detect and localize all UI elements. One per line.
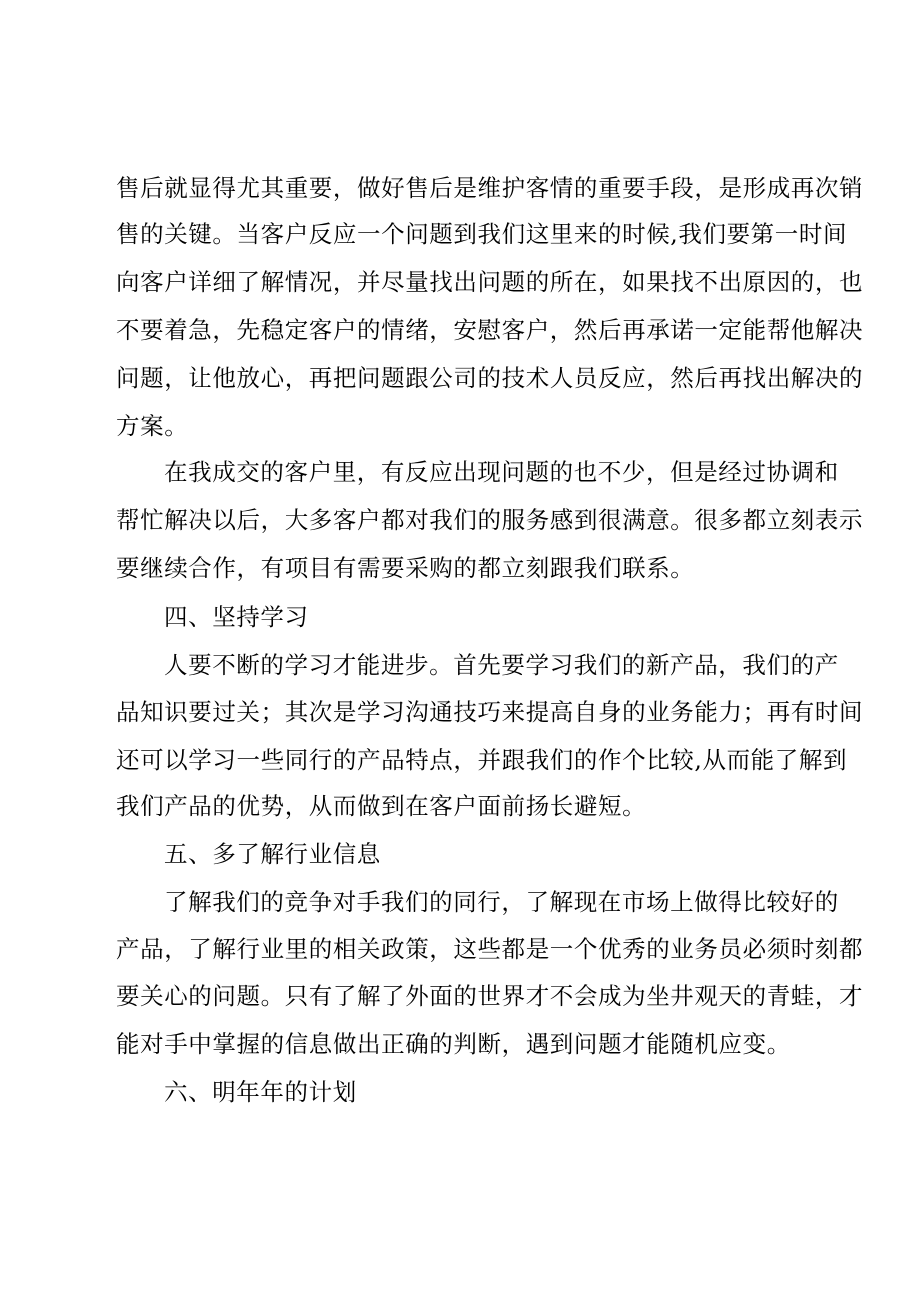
section-heading: 四、坚持学习 (164, 603, 309, 631)
section-heading: 六、明年年的计划 (164, 1078, 357, 1106)
text-line: 在我成交的客户里，有反应出现问题的也不少，但是经过协调和 (164, 458, 839, 486)
section-heading: 五、多了解行业信息 (164, 840, 381, 868)
text-line: 品知识要过关；其次是学习沟通技巧来提高自身的业务能力；再有时间 (116, 698, 864, 726)
text-line: 向客户详细了解情况，并尽量找出问题的所在，如果找不出原因的，也 (116, 268, 864, 296)
text-line: 还可以学习一些同行的产品特点，并跟我们的作个比较,从而能了解到 (116, 746, 848, 774)
text-line: 我们产品的优势，从而做到在客户面前扬长避短。 (116, 792, 647, 820)
text-line: 了解我们的竞争对手我们的同行，了解现在市场上做得比较好的 (164, 888, 839, 916)
text-line: 方案。 (116, 412, 189, 440)
text-line: 帮忙解决以后，大多客户都对我们的服务感到很满意。很多都立刻表示 (116, 506, 864, 534)
text-line: 能对手中掌握的信息做出正确的判断，遇到问题才能随机应变。 (116, 1030, 791, 1058)
text-line: 要关心的问题。只有了解了外面的世界才不会成为坐井观天的青蛙，才 (116, 982, 864, 1010)
text-line: 要继续合作，有项目有需要采购的都立刻跟我们联系。 (116, 554, 695, 582)
text-line: 问题，让他放心，再把问题跟公司的技术人员反应，然后再找出解决的 (116, 364, 864, 392)
text-line: 人要不断的学习才能进步。首先要学习我们的新产品，我们的产 (164, 651, 839, 679)
text-line: 售后就显得尤其重要，做好售后是维护客情的重要手段，是形成再次销 (116, 174, 864, 202)
text-line: 不要着急，先稳定客户的情绪，安慰客户，然后再承诺一定能帮他解决 (116, 316, 864, 344)
text-line: 售的关键。当客户反应一个问题到我们这里来的时候,我们要第一时间 (116, 220, 848, 248)
text-line: 产品，了解行业里的相关政策，这些都是一个优秀的业务员必须时刻都 (116, 935, 864, 963)
